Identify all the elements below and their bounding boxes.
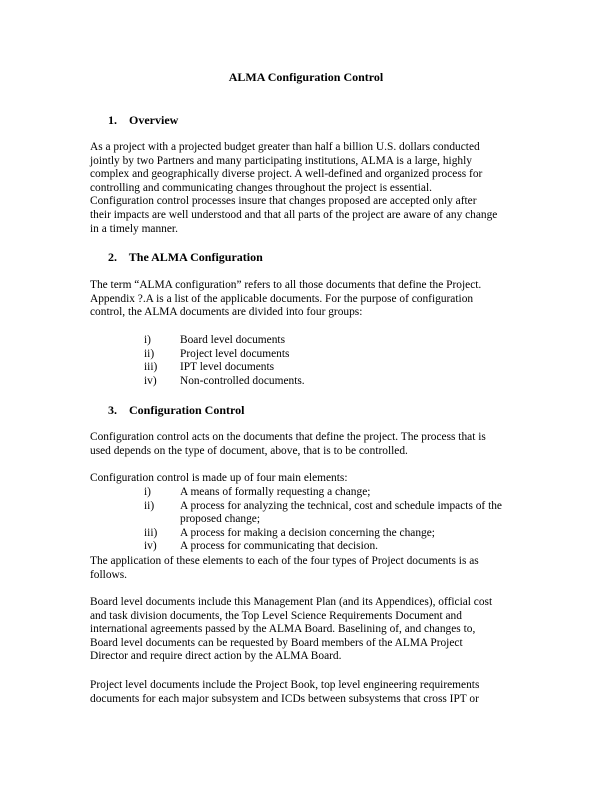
text-line: Appendix ?.A is a list of the applicable documents. For the purpose of configuration (90, 292, 474, 305)
configuration-intro-paragraph (90, 279, 530, 320)
text-line: jointly by two Partners and many participating institutions, ALMA is a large, highly (90, 154, 472, 167)
text-line: Configuration control acts on the documents that define the project. The process that is (90, 431, 486, 443)
list-item-text: A process for analyzing the technical, cost and schedule impacts of the (180, 499, 502, 512)
text-line: As a project with a projected budget greater than half a billion U.S. dollars conducted (90, 141, 480, 153)
control-intro-paragraph (90, 431, 530, 458)
list-item-text: A process for making a decision concerning the change; (180, 526, 435, 539)
text-line: follows. (90, 568, 128, 581)
section-number: 3. (108, 403, 117, 417)
list-item (144, 540, 534, 554)
section-title: Overview (129, 113, 179, 127)
list-marker: i) (144, 486, 151, 498)
list-marker: iii) (144, 526, 158, 539)
section-heading-overview (108, 114, 178, 128)
text-line: control, the ALMA documents are divided into four groups: (90, 306, 363, 319)
document-title: ALMA Configuration Control (228, 70, 384, 84)
section-number: 2. (108, 250, 117, 264)
list-item (144, 375, 534, 389)
text-line: Configuration control processes insure that changes proposed are accepted only after (90, 195, 477, 208)
section-title: Configuration Control (129, 403, 245, 417)
text-line: The application of these elements to each of the four types of Project documents is as (90, 555, 479, 567)
text-line: and task division documents, the Top Level Science Requirements Document and (90, 609, 462, 622)
section-heading-configuration-control (108, 404, 244, 418)
text-line: Board level documents can be requested by Board members of the ALMA Project (90, 636, 463, 649)
text-line: Director and require direct action by the ALMA Board. (90, 650, 342, 663)
board-documents-paragraph (90, 596, 530, 664)
text-line: international agreements passed by the ALMA Board. Baselining of, and changes to, (90, 623, 476, 636)
list-item (144, 334, 534, 348)
control-elements-list (144, 486, 534, 554)
list-item (144, 348, 534, 362)
document-groups-list (144, 334, 534, 388)
text-line: The term “ALMA configuration” refers to all those documents that define the Project. (90, 279, 482, 291)
list-item (144, 486, 534, 500)
list-marker: iv) (144, 540, 157, 553)
project-documents-paragraph (90, 679, 530, 706)
section-number: 1. (108, 113, 117, 127)
list-marker: i) (144, 334, 151, 346)
list-marker: iii) (144, 361, 158, 374)
list-marker: ii) (144, 499, 155, 512)
list-item-text: Non-controlled documents. (180, 374, 305, 387)
text-line: complex and geographically diverse project. A well-defined and organized process for (90, 168, 483, 181)
list-item-text: Project level documents (180, 347, 290, 360)
list-marker: iv) (144, 374, 157, 387)
overview-paragraph (90, 141, 530, 236)
application-paragraph (90, 555, 530, 582)
list-item (144, 527, 534, 541)
section-heading-alma-configuration (108, 251, 263, 265)
text-line: in a timely manner. (90, 222, 178, 235)
text-line: used depends on the type of document, above, that is to be controlled. (90, 444, 408, 457)
text-line: Board level documents include this Management Plan (and its Appendices), official cost (90, 596, 493, 608)
text-line: documents for each major subsystem and ICDs between subsystems that cross IPT or (90, 692, 479, 705)
list-item-text: Board level documents (180, 334, 286, 346)
list-item (144, 361, 534, 375)
list-item-text: A means of formally requesting a change; (180, 486, 371, 498)
list-item-text: A process for communicating that decision. (180, 540, 379, 553)
text-line: their impacts are well understood and that all parts of the project are aware of any change (90, 208, 498, 221)
list-item-text: IPT level documents (180, 361, 275, 374)
text-line: Project level documents include the Project Book, top level engineering requirements (90, 679, 480, 691)
list-item (144, 500, 534, 527)
list-marker: ii) (144, 347, 155, 360)
elements-intro-paragraph (90, 472, 530, 486)
section-title: The ALMA Configuration (128, 250, 263, 264)
text-line: controlling and communicating changes throughout the project is essential. (90, 181, 432, 194)
text-line: Configuration control is made up of four main elements: (90, 472, 348, 484)
list-item-text: proposed change; (180, 513, 261, 526)
